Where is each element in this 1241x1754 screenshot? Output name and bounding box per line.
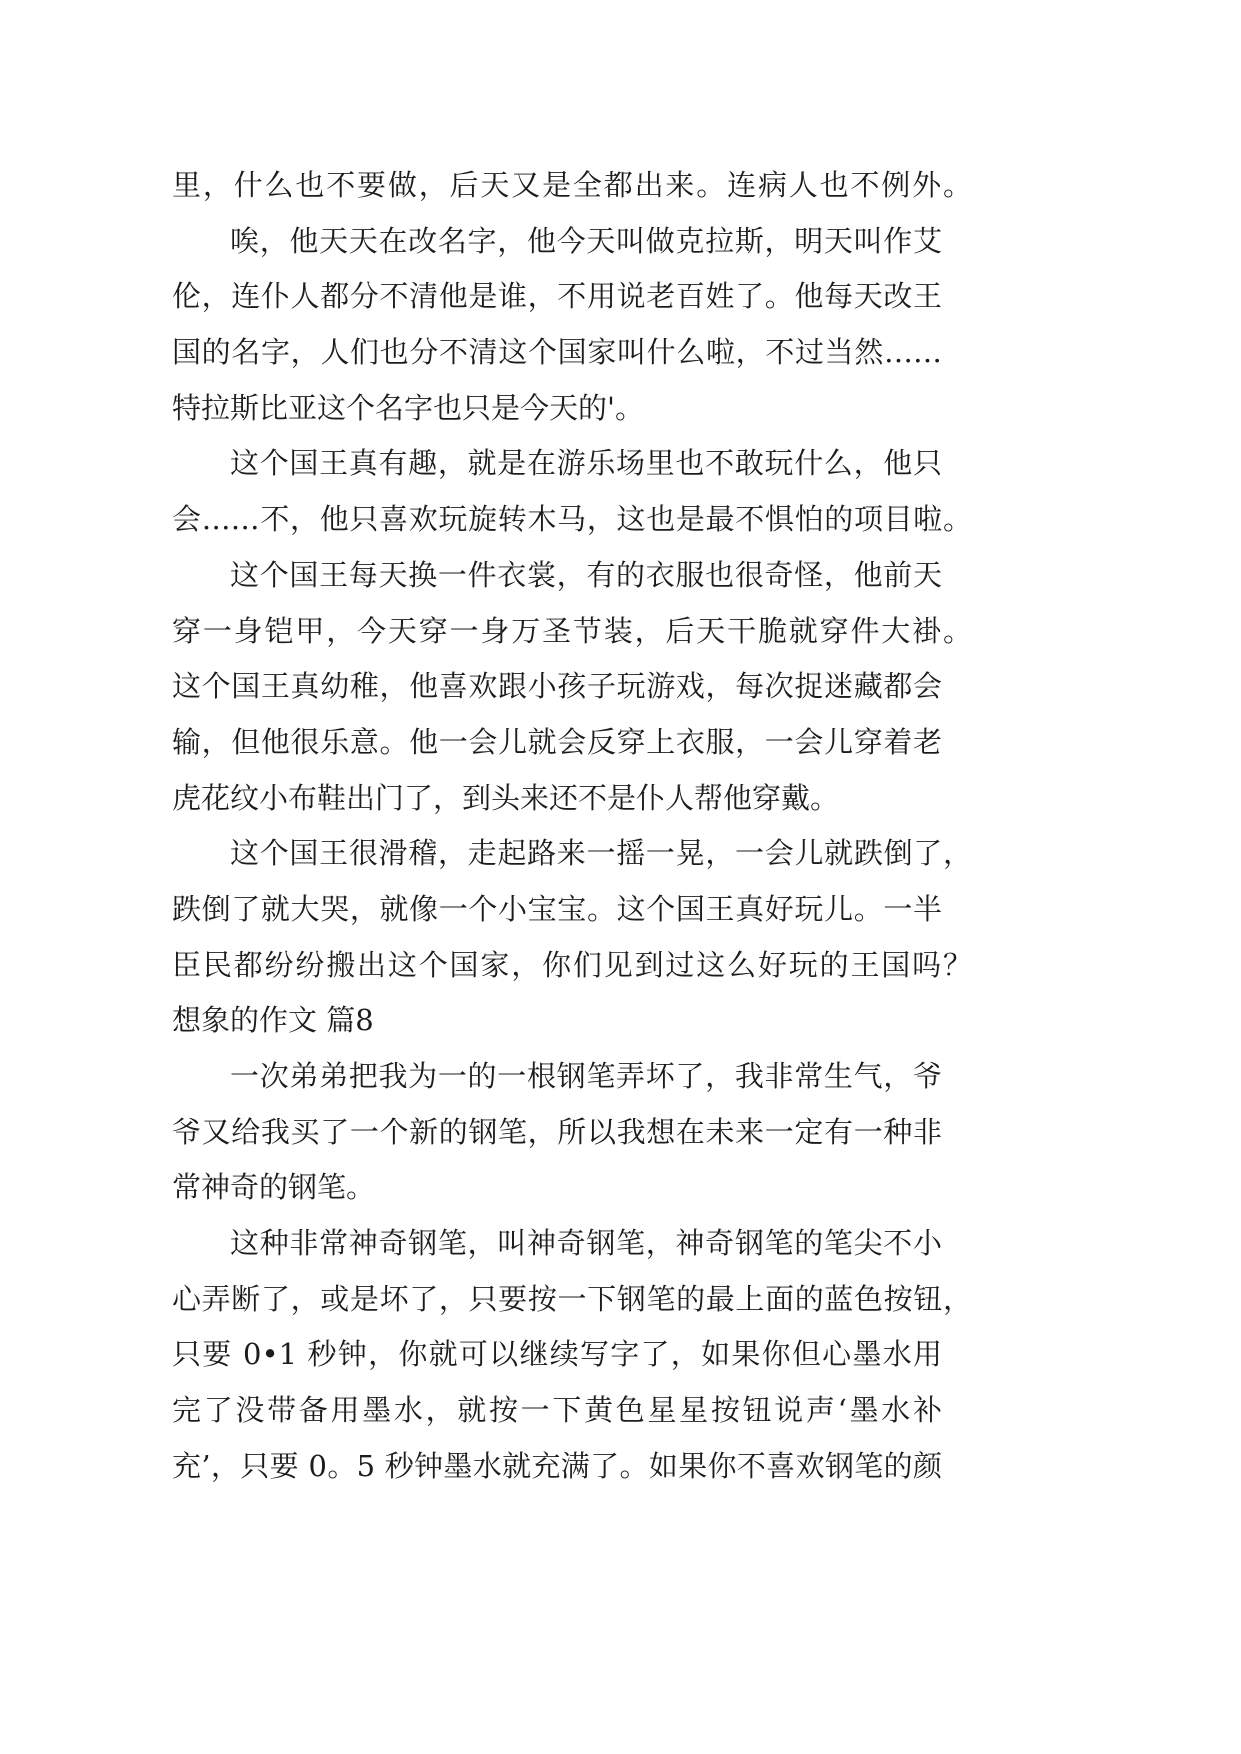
text-line: 伦，连仆人都分不清他是谁，不用说老百姓了。他每天改王	[172, 279, 942, 314]
text-line: 完了没带备用墨水，就按一下黄色星星按钮说声‘墨水补	[172, 1393, 942, 1428]
paragraph	[172, 158, 992, 214]
text-line: 穿一身铠甲，今天穿一身万圣节装，后天干脆就穿件大褂。	[172, 613, 972, 648]
text-line: 这种非常神奇钢笔，叫神奇钢笔，神奇钢笔的笔尖不小	[230, 1226, 942, 1261]
text-line: 这个国王真有趣，就是在游乐场里也不敢玩什么，他只	[230, 446, 942, 481]
text-line: 这个国王每天换一件衣裳，有的衣服也很奇怪，他前天	[230, 557, 942, 592]
text-line: 输，但他很乐意。他一会儿就会反穿上衣服，一会儿穿着老	[172, 724, 942, 759]
text-line: 唉，他天天在改名字，他今天叫做克拉斯，明天叫作艾	[230, 223, 942, 258]
text-line: 跌倒了就大哭，就像一个小宝宝。这个国王真好玩儿。一半	[172, 891, 942, 926]
text-line: 国的名字，人们也分不清这个国家叫什么啦，不过当然……	[172, 335, 942, 370]
paragraph	[172, 436, 992, 547]
section-heading: 想象的作文 篇8	[172, 1003, 374, 1038]
text-line: 这个国王很滑稽，走起路来一摇一晃，一会儿就跌倒了，	[230, 836, 972, 871]
text-line: 臣民都纷纷搬出这个国家，你们见到过这么好玩的王国吗？	[172, 947, 972, 982]
text-line: 一次弟弟把我为一的一根钢笔弄坏了，我非常生气，爷	[230, 1059, 942, 1093]
text-line: 爷又给我买了一个新的钢笔，所以我想在未来一定有一种非	[172, 1114, 942, 1149]
text-line: 常神奇的钢笔。	[172, 1170, 376, 1205]
text-line: 这个国王真幼稚，他喜欢跟小孩子玩游戏，每次捉迷藏都会	[172, 669, 942, 704]
text-line: 特拉斯比亚这个名字也只是今天的'。	[172, 390, 644, 425]
paragraph	[172, 826, 992, 993]
text-line: 充’，只要 0。5 秒钟墨水就充满了。如果你不喜欢钢笔的颜	[172, 1448, 942, 1483]
paragraph	[172, 214, 992, 437]
paragraph	[172, 548, 992, 826]
text-line: 心弄断了，或是坏了，只要按一下钢笔的最上面的蓝色按钮，	[172, 1281, 972, 1316]
text-line: 虎花纹小布鞋出门了，到头来还不是仆人帮他穿戴。	[172, 780, 840, 815]
paragraph	[172, 1049, 992, 1216]
document-body	[172, 158, 992, 1495]
text-line: 会……不，他只喜欢玩旋转木马，这也是最不惧怕的项目啦。	[172, 502, 972, 537]
paragraph	[172, 1216, 992, 1494]
text-line: 只要 0•1 秒钟，你就可以继续写字了，如果你但心墨水用	[172, 1337, 942, 1372]
text-line: 里，什么也不要做，后天又是全都出来。连病人也不例外。	[172, 168, 972, 202]
